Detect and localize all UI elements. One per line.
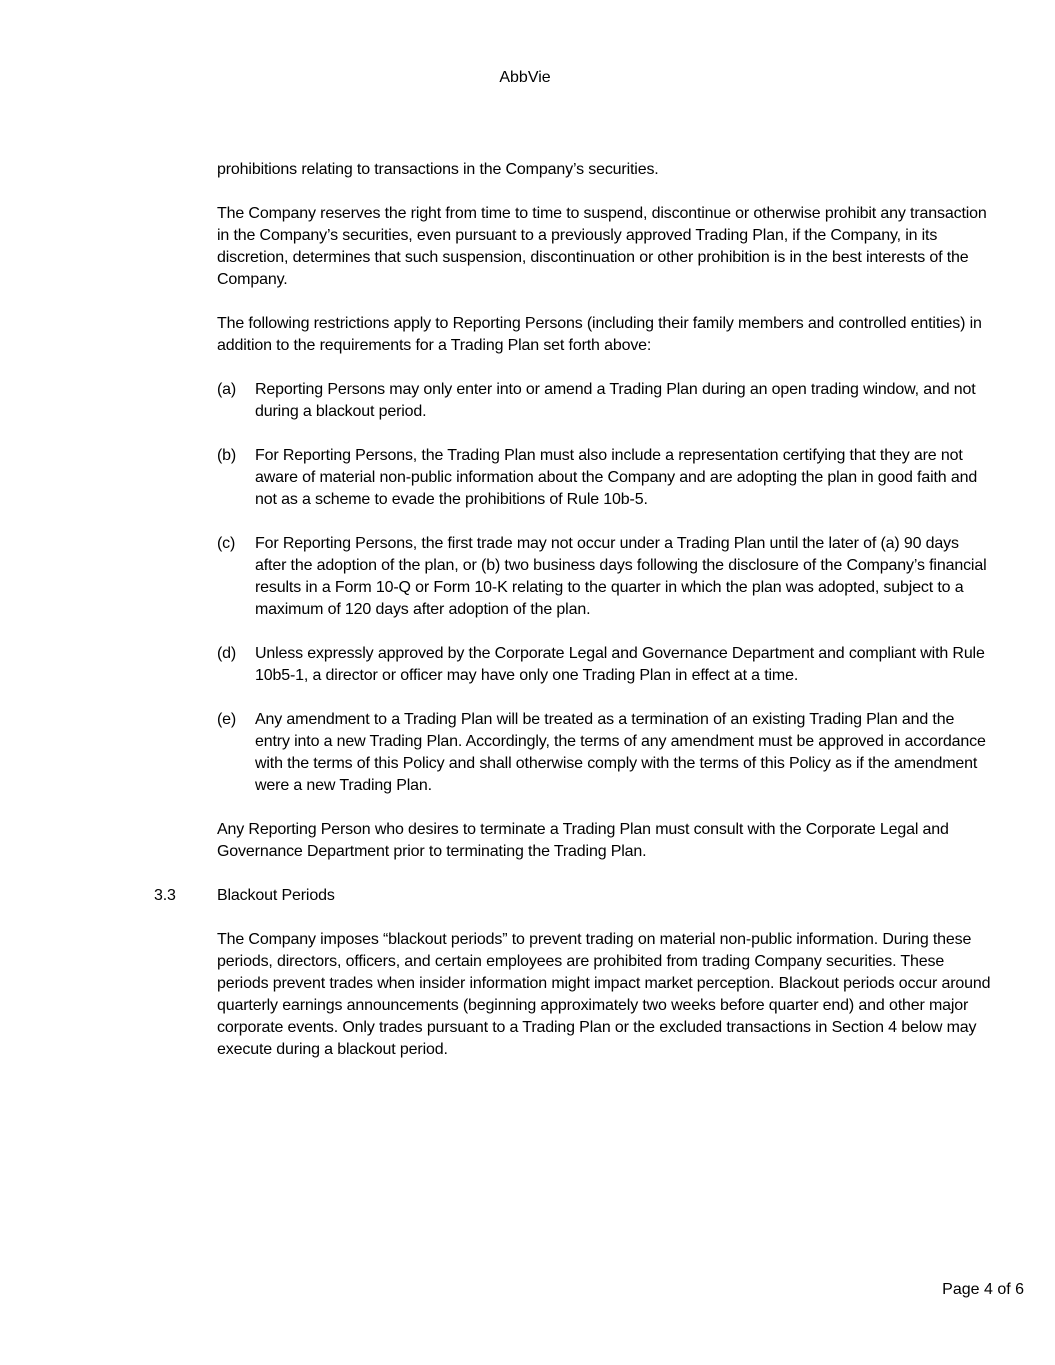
list-marker: (b) xyxy=(217,447,237,464)
paragraph-restrictions-intro: The following restrictions apply to Reporting Persons (including their family members and controlled entities) in addition to the requirements for a Trading Plan set forth above: xyxy=(217,315,982,354)
list-item-text: Unless expressly approved by the Corporate Legal and Governance Department and compliant with Rule 10b5-1, a director or officer may have only one Trading Plan in effect at a time. xyxy=(255,645,985,684)
restriction-item-c xyxy=(217,533,992,621)
paragraph-continuation: prohibitions relating to transactions in the Company’s securities. xyxy=(217,161,659,178)
list-item-text: For Reporting Persons, the first trade may not occur under a Trading Plan until the later of (a) 90 days after the adoption of the plan, or (b) two business days following the disclosure of the Company’s financial results in a Form 10-Q or Form 10-K relating to the quarter in which the plan was adopted, subject to a maximum of 120 days after adoption of the plan. xyxy=(255,535,987,618)
paragraph-reservation-of-rights: The Company reserves the right from time to time to suspend, discontinue or otherwise prohibit any transaction in the Company’s securities, even pursuant to a previously approved Trading Plan, if the Company, in its discretion, determines that such suspension, discontinuation or other prohibition is in the best interests of the Company. xyxy=(217,205,987,288)
list-item-text: For Reporting Persons, the Trading Plan must also include a representation certifying that they are not aware of material non-public information about the Company and are adopting the plan in good faith and not as a scheme to evade the prohibitions of Rule 10b-5. xyxy=(255,447,978,508)
document-body xyxy=(154,159,992,1083)
list-item-text: Reporting Persons may only enter into or amend a Trading Plan during an open trading window, and not during a blackout period. xyxy=(255,381,976,420)
restriction-item-e xyxy=(217,709,992,797)
paragraph-termination: Any Reporting Person who desires to terminate a Trading Plan must consult with the Corporate Legal and Governance Department prior to terminating the Trading Plan. xyxy=(217,821,949,860)
restriction-item-d xyxy=(217,643,992,687)
restriction-item-a xyxy=(217,379,992,423)
restriction-item-b xyxy=(217,445,992,511)
list-marker: (e) xyxy=(217,711,237,728)
page-header: AbbVie xyxy=(499,69,551,86)
page-number: Page 4 of 6 xyxy=(942,1281,1024,1298)
list-item-text: Any amendment to a Trading Plan will be treated as a termination of an existing Trading Plan and the entry into a new Trading Plan. Accordingly, the terms of any amendment must be approved in accordance with the terms of this Policy and shall otherwise comply with the terms of this Policy as if the amendment were a new Trading Plan. xyxy=(255,711,986,794)
list-marker: (d) xyxy=(217,645,237,662)
section-heading xyxy=(154,885,992,907)
section-title: Blackout Periods xyxy=(217,887,335,904)
list-marker: (c) xyxy=(217,535,236,552)
section-number: 3.3 xyxy=(154,887,176,904)
list-marker: (a) xyxy=(217,381,237,398)
paragraph-blackout-periods: The Company imposes “blackout periods” to prevent trading on material non-public information. During these periods, directors, officers, and certain employees are prohibited from trading Company securities. These periods prevent trades when insider information might impact market perception. Blackout periods occur around quarterly earnings announcements (beginning approximately two weeks before quarter end) and other major corporate events. Only trades pursuant to a Trading Plan or the excluded transactions in Section 4 below may execute during a blackout period. xyxy=(217,931,991,1058)
